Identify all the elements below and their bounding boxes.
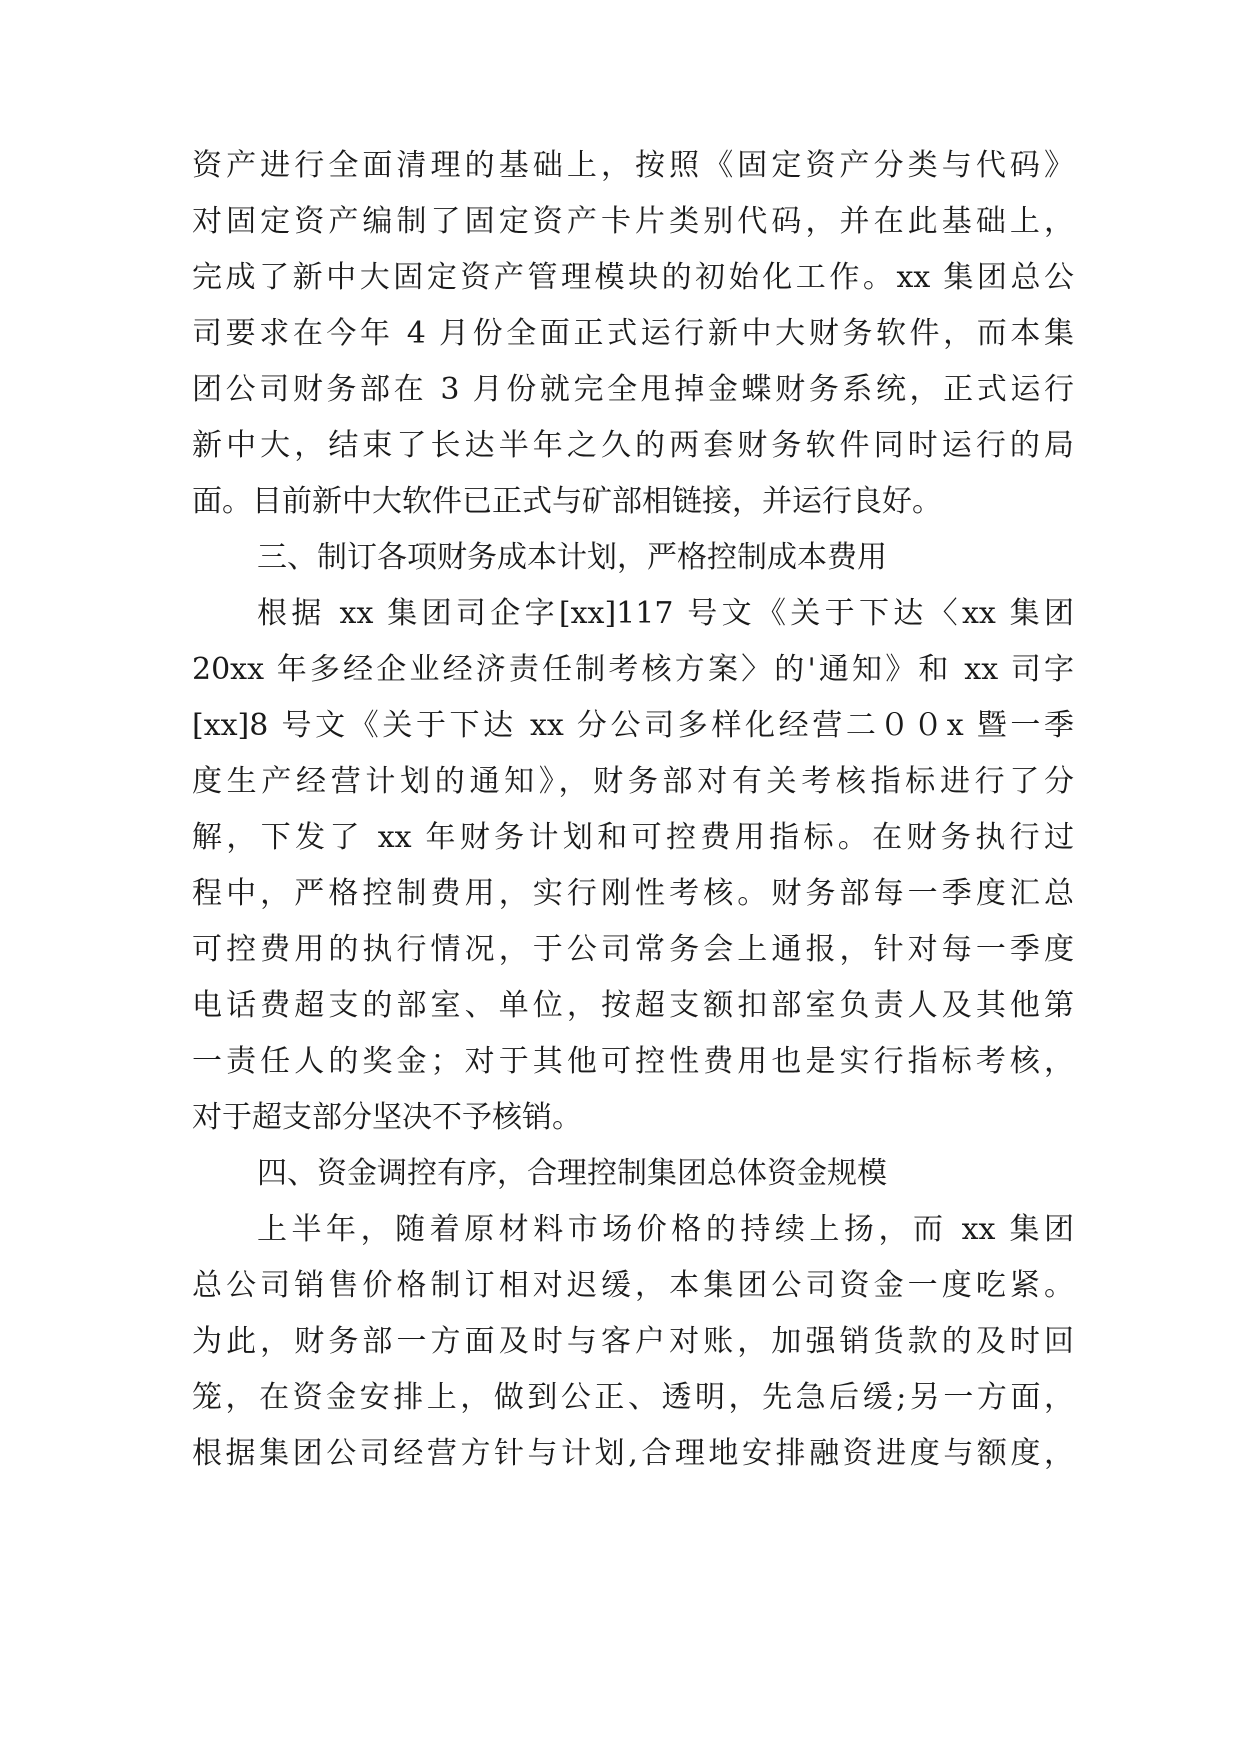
text-line-4: 司要求在今年 4 月份全面正式运行新中大财务软件，而本集 [192, 316, 1074, 351]
text-line-1: 资产进行全面清理的基础上，按照《固定资产分类与代码》 [192, 148, 1074, 183]
text-line-17: 一责任人的奖金；对于其他可控性费用也是实行指标考核， [192, 1044, 1074, 1079]
text-line-24: 根据集团公司经营方针与计划,合理地安排融资进度与额度， [192, 1436, 1074, 1471]
text-line-11: [xx]8 号文《关于下达 xx 分公司多样化经营二００x 暨一季 [192, 708, 1074, 743]
text-line-23: 笼，在资金安排上，做到公正、透明，先急后缓;另一方面， [192, 1380, 1074, 1415]
text-line-14: 程中，严格控制费用，实行刚性考核。财务部每一季度汇总 [192, 876, 1074, 911]
text-line-5: 团公司财务部在 3 月份就完全甩掉金蝶财务系统，正式运行 [192, 372, 1074, 407]
text-line-6: 新中大，结束了长达半年之久的两套财务软件同时运行的局 [192, 428, 1074, 463]
text-line-16: 电话费超支的部室、单位，按超支额扣部室负责人及其他第 [192, 988, 1074, 1023]
text-line-7: 面。目前新中大软件已正式与矿部相链接，并运行良好。 [192, 484, 942, 519]
text-line-15: 可控费用的执行情况，于公司常务会上通报，针对每一季度 [192, 932, 1074, 967]
text-line-21: 总公司销售价格制订相对迟缓，本集团公司资金一度吃紧。 [192, 1268, 1074, 1303]
text-line-13: 解，下发了 xx 年财务计划和可控费用指标。在财务执行过 [192, 820, 1074, 855]
text-line-20: 上半年，随着原材料市场价格的持续上扬，而 xx 集团 [257, 1212, 1074, 1247]
section-heading-3: 三、制订各项财务成本计划，严格控制成本费用 [257, 540, 887, 575]
section-heading-4: 四、资金调控有序，合理控制集团总体资金规模 [257, 1156, 887, 1191]
text-line-2: 对固定资产编制了固定资产卡片类别代码，并在此基础上， [192, 204, 1074, 239]
text-line-10: 20xx 年多经企业经济责任制考核方案〉的'通知》和 xx 司字 [192, 652, 1074, 687]
text-line-3: 完成了新中大固定资产管理模块的初始化工作。xx 集团总公 [192, 260, 1074, 295]
text-line-9: 根据 xx 集团司企字[xx]117 号文《关于下达〈xx 集团 [257, 596, 1074, 631]
text-line-12: 度生产经营计划的通知》，财务部对有关考核指标进行了分 [192, 764, 1074, 799]
text-line-18: 对于超支部分坚决不予核销。 [192, 1100, 582, 1135]
text-line-22: 为此，财务部一方面及时与客户对账，加强销货款的及时回 [192, 1324, 1074, 1359]
